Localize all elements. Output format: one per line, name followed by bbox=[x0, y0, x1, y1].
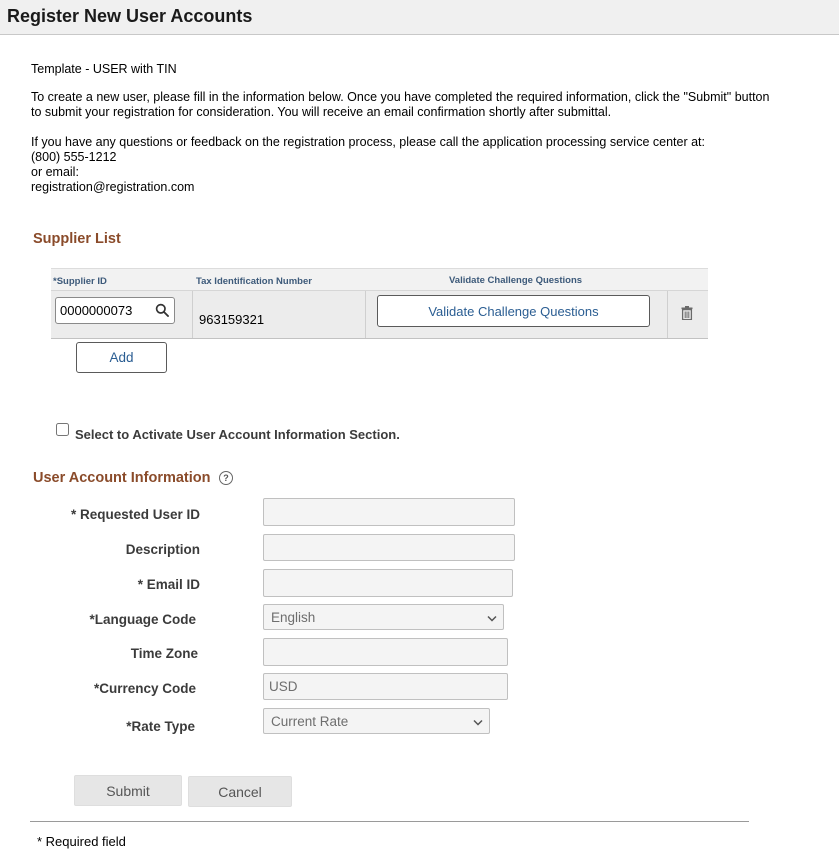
add-supplier-button[interactable]: Add bbox=[76, 342, 167, 373]
instructions-line-2: to submit your registration for consideration. You will receive an email confirmation shortly after submittal. bbox=[31, 105, 612, 119]
table-row bbox=[51, 290, 708, 339]
page-title: Register New User Accounts bbox=[7, 6, 253, 26]
chevron-down-icon bbox=[487, 610, 497, 625]
currency-code-label: *Currency Code bbox=[93, 681, 196, 696]
help-icon[interactable]: ? bbox=[219, 471, 233, 485]
or-email-text: or email: bbox=[31, 165, 79, 179]
page-header bbox=[0, 0, 839, 35]
support-email: registration@registration.com bbox=[31, 180, 195, 194]
rate-type-value: Current Rate bbox=[271, 713, 349, 729]
language-code-select[interactable] bbox=[263, 604, 504, 630]
trash-icon[interactable] bbox=[681, 306, 693, 325]
requested-user-id-label: * Requested User ID bbox=[70, 507, 200, 522]
cancel-button[interactable]: Cancel bbox=[188, 776, 292, 807]
chevron-down-icon bbox=[473, 714, 483, 729]
supplier-grid-header bbox=[51, 268, 708, 291]
language-code-value: English bbox=[271, 609, 316, 625]
supplier-list-heading: Supplier List bbox=[33, 231, 121, 247]
email-id-label: * Email ID bbox=[137, 577, 200, 592]
supplier-id-prompt bbox=[55, 297, 175, 324]
description-field[interactable] bbox=[263, 534, 515, 561]
activate-user-account-checkbox[interactable] bbox=[56, 423, 69, 436]
language-code-label: *Language Code bbox=[89, 612, 196, 627]
submit-button[interactable]: Submit bbox=[74, 775, 182, 806]
rate-type-label: *Rate Type bbox=[126, 719, 195, 734]
support-phone: (800) 555-1212 bbox=[31, 150, 117, 164]
currency-code-field[interactable] bbox=[263, 673, 508, 700]
email-id-field[interactable] bbox=[263, 569, 513, 597]
footer-divider bbox=[30, 821, 749, 822]
user-account-heading: User Account Information bbox=[33, 470, 211, 486]
time-zone-field[interactable] bbox=[263, 638, 508, 666]
activate-checkbox-label: Select to Activate User Account Information Section. bbox=[75, 427, 400, 442]
questions-line: If you have any questions or feedback on the registration process, please call the application processing service center at: bbox=[31, 135, 705, 149]
time-zone-label: Time Zone bbox=[130, 646, 198, 661]
col-validate: Validate Challenge Questions bbox=[449, 275, 583, 286]
requested-user-id-field[interactable] bbox=[263, 498, 515, 526]
search-icon[interactable] bbox=[155, 303, 169, 322]
col-supplier-id: *Supplier ID bbox=[53, 276, 107, 287]
required-field-note: * Required field bbox=[37, 834, 126, 849]
rate-type-select[interactable] bbox=[263, 708, 490, 734]
tax-id-value: 963159321 bbox=[199, 312, 265, 327]
instructions-line-1: To create a new user, please fill in the information below. Once you have completed the required information, click the "Submit" button bbox=[31, 90, 770, 104]
col-tax-id: Tax Identification Number bbox=[196, 276, 312, 287]
validate-challenge-questions-button[interactable]: Validate Challenge Questions bbox=[377, 295, 650, 327]
template-label: Template - USER with TIN bbox=[31, 62, 177, 76]
description-label: Description bbox=[125, 542, 200, 557]
